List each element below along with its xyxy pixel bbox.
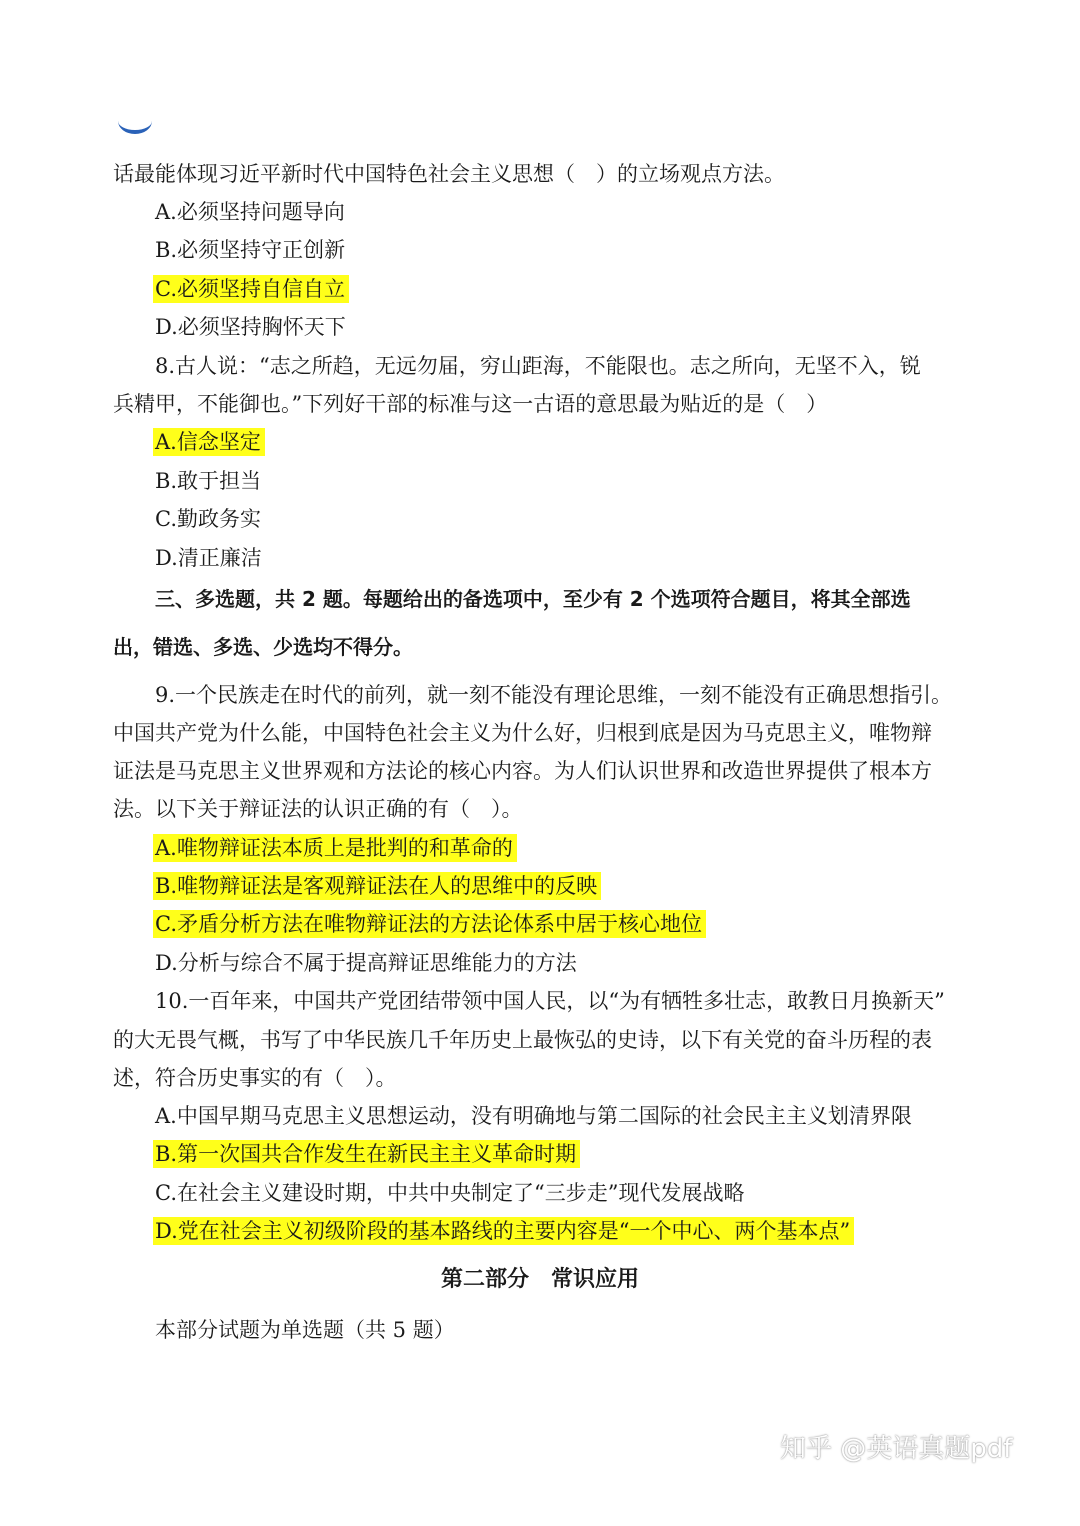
question-9-stem-line4: 法。以下关于辩证法的认识正确的有（ ）。 bbox=[113, 797, 523, 821]
answer-highlight: A.唯物辩证法本质上是批判的和革命的 bbox=[153, 834, 517, 862]
q9-option-c-answer bbox=[155, 910, 706, 938]
q7-option-c-answer bbox=[155, 275, 349, 303]
answer-highlight: B.唯物辩证法是客观辩证法在人的思维中的反映 bbox=[153, 872, 601, 900]
q8-option-c: C.勤政务实 bbox=[155, 507, 261, 531]
q8-option-d: D.清正廉洁 bbox=[155, 546, 262, 570]
part-2-note: 本部分试题为单选题（共 5 题） bbox=[155, 1318, 455, 1342]
answer-highlight: C.必须坚持自信自立 bbox=[153, 275, 349, 303]
question-10-stem-line1: 10.一百年来，中国共产党团结带领中国人民，以“为有牺牲多壮志，敢教日月换新天” bbox=[155, 989, 945, 1013]
answer-highlight: A.信念坚定 bbox=[153, 428, 265, 456]
answer-highlight: C.矛盾分析方法在唯物辩证法的方法论体系中居于核心地位 bbox=[153, 910, 706, 938]
section-3-heading-line2: 出，错选、多选、少选均不得分。 bbox=[113, 635, 413, 659]
q9-option-d: D.分析与综合不属于提高辩证思维能力的方法 bbox=[155, 951, 577, 975]
section-3-heading-line1: 三、多选题，共 2 题。每题给出的备选项中，至少有 2 个选项符合题目，将其全部选 bbox=[155, 587, 911, 611]
watermark: 知乎 @英语真题pdf bbox=[780, 1434, 1013, 1464]
answer-highlight: B.第一次国共合作发生在新民主主义革命时期 bbox=[153, 1140, 580, 1168]
q10-option-d-answer bbox=[155, 1217, 854, 1245]
question-7-stem-end: 话最能体现习近平新时代中国特色社会主义思想（ ）的立场观点方法。 bbox=[113, 162, 785, 186]
question-9-stem-line2: 中国共产党为什么能，中国特色社会主义为什么好，归根到底是因为马克思主义，唯物辩 bbox=[113, 721, 932, 745]
question-9-stem-line3: 证法是马克思主义世界观和方法论的核心内容。为人们认识世界和改造世界提供了根本方 bbox=[113, 759, 932, 783]
question-8-stem-line1: 8.古人说：“志之所趋，无远勿届，穷山距海，不能限也。志之所向，无坚不入，锐 bbox=[155, 354, 921, 378]
q7-option-b: B.必须坚持守正创新 bbox=[155, 238, 346, 262]
q8-option-b: B.敢于担当 bbox=[155, 469, 262, 493]
question-9-stem-line1: 9.一个民族走在时代的前列，就一刻不能没有理论思维，一刻不能没有正确思想指引。 bbox=[155, 683, 953, 707]
q7-option-d: D.必须坚持胸怀天下 bbox=[155, 315, 346, 339]
q9-option-b-answer bbox=[155, 872, 601, 900]
q8-option-a-answer bbox=[155, 428, 265, 456]
q7-option-a: A.必须坚持问题导向 bbox=[155, 200, 345, 224]
q10-option-c: C.在社会主义建设时期，中共中央制定了“三步走”现代发展战略 bbox=[155, 1181, 745, 1205]
q10-option-b-answer bbox=[155, 1140, 580, 1168]
question-8-stem-line2: 兵精甲，不能御也。”下列好干部的标准与这一古语的意思最为贴近的是（ ） bbox=[113, 392, 828, 416]
answer-highlight: D.党在社会主义初级阶段的基本路线的主要内容是“一个中心、两个基本点” bbox=[153, 1217, 854, 1245]
q9-option-a-answer bbox=[155, 834, 517, 862]
question-10-stem-line3: 述，符合历史事实的有（ ）。 bbox=[113, 1066, 397, 1090]
part-2-title: 第二部分 常识应用 bbox=[440, 1267, 639, 1292]
question-10-stem-line2: 的大无畏气概，书写了中华民族几千年历史上最恢弘的史诗，以下有关党的奋斗历程的表 bbox=[113, 1028, 932, 1052]
logo-arc bbox=[118, 108, 152, 134]
q10-option-a: A.中国早期马克思主义思想运动，没有明确地与第二国际的社会民主主义划清界限 bbox=[155, 1104, 912, 1128]
